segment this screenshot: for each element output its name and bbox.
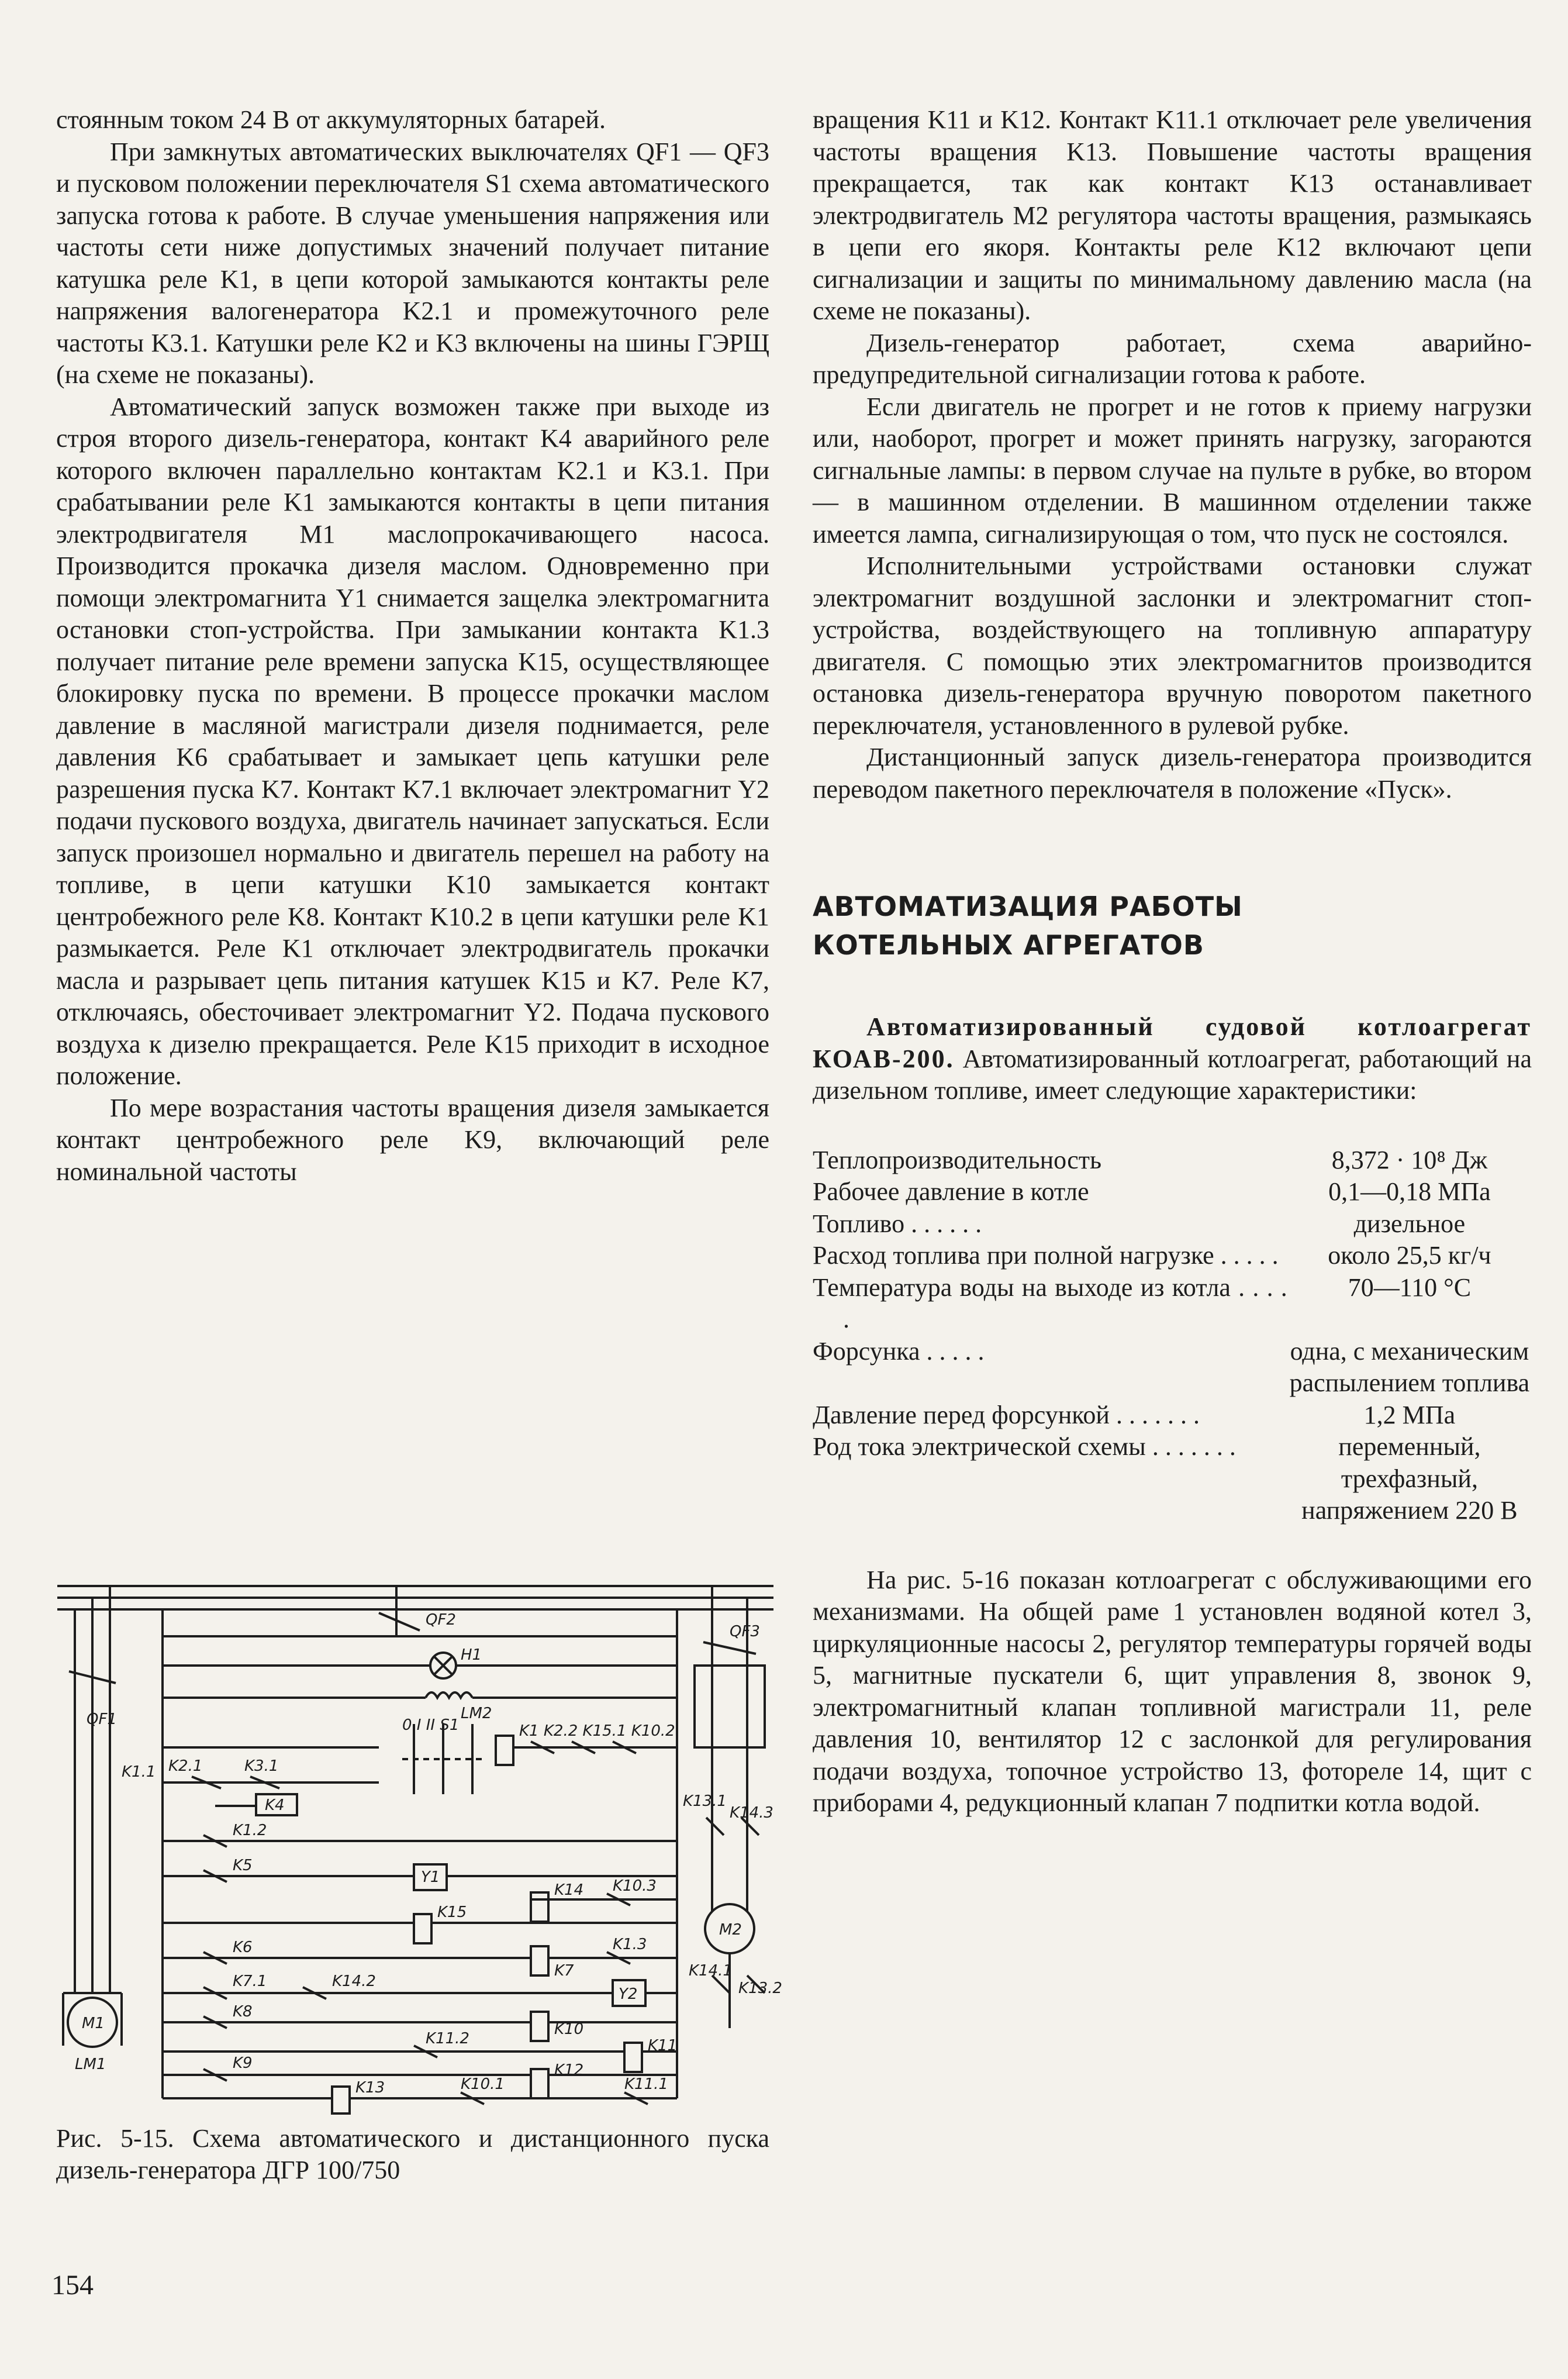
section-heading-line: АВТОМАТИЗАЦИЯ РАБОТЫ — [813, 891, 1243, 922]
paragraph: вращения K11 и K12. Контакт K11.1 отключает реле увеличения частоты вращения K13. Повышение частоты вращения прекращается, так как контакт K13 останавливает электродвигатель M2 регулятора частоты вращения, размыкаясь в цепи его якоря. Контакты реле K12 включают цепи сигнализации и защиты по минимальному давлению масла (на схеме не показаны). — [813, 105, 1532, 325]
lead-paragraph — [813, 1011, 1532, 1107]
paragraph: На рис. 5-16 показан котлоагрегат с обслуживающими его механизмами. На общей раме 1 установлен водяной котел 3, циркуляционные насосы 2, регулятор температуры горячей воды 5, магнитные пускатели 6, щит управления 8, звонок 9, электромагнитный клапан топливной магистрали 11, реле давления 10, вентилятор 12 с заслонкой для регулирования подачи воздуха, топочное устройство 13, фотореле 14, щит с приборами 4, редукционный клапан 7 подпитки котла водой. — [813, 1565, 1532, 1817]
page-number: 154 — [51, 2270, 94, 2301]
label-k9: K9 — [233, 2054, 253, 2072]
label-k12: K12 — [554, 2061, 584, 2079]
lead-title: Автоматизированный судовой котлоагрегат КОАВ-200. — [813, 1012, 1532, 1073]
left-column — [56, 104, 769, 1188]
label-k10: K10 — [554, 2021, 584, 2038]
spec-name: Давление перед форсункой . . . . . . . — [813, 1400, 1200, 1429]
spec-value: 70—110 °С — [1348, 1273, 1472, 1302]
label-k8: K8 — [233, 2003, 253, 2021]
label-k5: K5 — [233, 1857, 253, 1874]
paragraph: По мере возрастания частоты вращения дизеля замыкается контакт центробежного реле K9, включающий реле номинальной частоты — [56, 1093, 769, 1186]
label-k3-1: K3.1 — [244, 1757, 279, 1775]
label-k7-1: K7.1 — [233, 1973, 267, 1990]
label-k4: K4 — [265, 1797, 285, 1814]
spec-name: Форсунка . . . . . — [813, 1336, 985, 1366]
label-k14-1: K14.1 — [689, 1962, 733, 1980]
label-k1-top: K1 K2.2 K15.1 K10.2 — [519, 1722, 675, 1740]
circuit-diagram — [51, 1572, 782, 2116]
section-heading-line: КОТЕЛЬНЫХ АГРЕГАТОВ — [813, 929, 1204, 961]
label-lm1: LM1 — [75, 2056, 106, 2073]
label-y2: Y2 — [619, 1985, 638, 2003]
paragraph: При замкнутых автоматических выключателях QF1 — QF3 и пусковом положении переключателя S1 схема автоматического запуска готова к работе. В случае уменьшения напряжения или частоты сети ниже допустимых значений получает питание катушка реле K1, в цепи которой замыкаются контакты реле напряжения валогенератора K2.1 и промежуточного реле частоты K3.1. Катушки реле K2 и K3 включены на шины ГЭРЩ (на схеме не показаны). — [56, 137, 769, 389]
section-heading — [813, 887, 1532, 964]
spec-row — [813, 1431, 1532, 1527]
spec-value: переменный, трехфазный, напряжением 220 В — [1301, 1432, 1518, 1525]
label-k6: K6 — [233, 1939, 253, 1956]
label-k11-2: K11.2 — [426, 2030, 469, 2047]
spec-name: Рабочее давление в котле — [813, 1177, 1089, 1206]
spec-row — [813, 1336, 1532, 1399]
label-k2-1: K2.1 — [168, 1757, 203, 1775]
spec-name: Теплопроизводительность — [813, 1145, 1102, 1174]
spec-value: дизельное — [1353, 1209, 1466, 1238]
label-h1: H1 — [461, 1646, 482, 1664]
label-m1: M1 — [82, 2015, 105, 2032]
label-k13-2: K13.2 — [738, 1980, 782, 1997]
label-k15: K15 — [437, 1904, 467, 1921]
paragraph: стоянным током 24 В от аккумуляторных батарей. — [56, 105, 606, 134]
spec-value: одна, с механическим распылением топлива — [1289, 1336, 1530, 1397]
paragraph: Исполнительными устройствами остановки служат электромагнит воздушной заслонки и электромагнит стоп-устройства, воздействующего на топливную аппаратуру двигателя. С помощью этих электромагнитов производится остановка дизель-генератора вручную поворотом пакетного переключателя, установленного в рулевой рубке. — [813, 551, 1532, 740]
spec-row — [813, 1176, 1532, 1208]
label-k10-1: K10.1 — [461, 2075, 505, 2093]
label-k1-2: K1.2 — [233, 1822, 267, 1839]
spec-row — [813, 1144, 1532, 1177]
right-column — [813, 104, 1532, 1819]
label-k1-1: K1.1 — [122, 1763, 156, 1781]
label-s1: 0 I II S1 — [402, 1716, 460, 1734]
paragraph: Автоматический запуск возможен также при выходе из строя второго дизель-генератора, контакт K4 аварийного реле которого включен параллельно контактам K2.1 и K3.1. При срабатывании реле K1 замыкаются контакты в цепи питания электродвигателя M1 маслопрокачивающего насоса. Производится прокачка дизеля маслом. Одновременно при помощи электромагнита Y1 снимается защелка электромагнита остановки стоп-устройства. При замыкании контакта K1.3 получает питание реле времени запуска K15, осуществляющее блокировку пуска по времени. В процессе прокачки маслом давление в масляной магистрали дизеля поднимается, реле давления K6 срабатывает и замыкает цепь катушки реле разрешения пуска K7. Контакт K7.1 включает электромагнит Y2 подачи пускового воздуха, двигатель начинает запускаться. Если запуск произошел нормально и двигатель перешел на работу на топливе, в цепи катушки K10 замыкается контакт центробежного реле K8. Контакт K10.2 в цепи катушки реле K1 размыкается. Реле K1 отключает электродвигатель прокачки масла и разрывает цепь питания катушек K15 и K7. Реле K7, отключаясь, обесточивает электромагнит Y2. Подача пускового воздуха к дизелю прекращается. Реле K15 приходит в исходное положение. — [56, 392, 769, 1090]
spec-value: 1,2 МПа — [1363, 1400, 1456, 1429]
label-k7: K7 — [554, 1962, 574, 1980]
spec-name: Расход топлива при полной нагрузке . . . . . — [813, 1241, 1279, 1270]
paragraph: Если двигатель не прогрет и не готов к приему нагрузки или, наоборот, прогрет и может принять нагрузку, загораются сигнальные лампы: в первом случае на пульте в рубке, во втором — в машинном отделении. В машинном отделении также имеется лампа, сигнализирующая о том, что пуск не состоялся. — [813, 392, 1532, 549]
spec-name: Род тока электрической схемы . . . . . . . — [813, 1432, 1236, 1461]
label-m2: M2 — [719, 1921, 742, 1939]
lead-text: Автоматизированный котлоагрегат, работающий на дизельном топливе, имеет следующие характеристики: — [813, 1044, 1532, 1105]
label-qf2: QF2 — [426, 1611, 456, 1629]
spec-value: 0,1—0,18 МПа — [1328, 1177, 1491, 1206]
label-lm2: LM2 — [461, 1705, 492, 1722]
label-qf3: QF3 — [730, 1623, 760, 1640]
label-k1-3: K1.3 — [613, 1936, 647, 1953]
label-qf1: QF1 — [87, 1711, 117, 1728]
spec-name: Температура воды на выходе из котла . . . . . — [813, 1273, 1287, 1333]
spec-value: 8,372 · 10⁸ Дж — [1331, 1145, 1488, 1174]
label-k10-3: K10.3 — [613, 1877, 657, 1895]
spec-row — [813, 1272, 1532, 1336]
label-k14-3: K14.3 — [730, 1804, 773, 1822]
spec-row — [813, 1240, 1532, 1272]
label-k13-1: K13.1 — [683, 1792, 727, 1810]
paragraph: Дизель-генератор работает, схема аварийно-предупредительной сигнализации готова к работе. — [813, 328, 1532, 389]
label-y1: Y1 — [421, 1868, 440, 1886]
spec-value: около 25,5 кг/ч — [1328, 1241, 1491, 1270]
label-k14: K14 — [554, 1881, 584, 1899]
spec-row — [813, 1208, 1532, 1240]
label-k11-1: K11.1 — [624, 2075, 668, 2093]
figure-caption: Рис. 5-15. Схема автоматического и дистанционного пуска дизель-генератора ДГР 100/750 — [56, 2124, 769, 2184]
label-k11: K11 — [648, 2037, 678, 2054]
paragraph: Дистанционный запуск дизель-генератора производится переводом пакетного переключателя в положение «Пуск». — [813, 743, 1532, 804]
label-k14-2: K14.2 — [332, 1973, 376, 1990]
label-k13: K13 — [355, 2079, 385, 2097]
spec-name: Топливо . . . . . . — [813, 1209, 982, 1238]
spec-row — [813, 1399, 1532, 1432]
specs-table — [813, 1144, 1532, 1527]
